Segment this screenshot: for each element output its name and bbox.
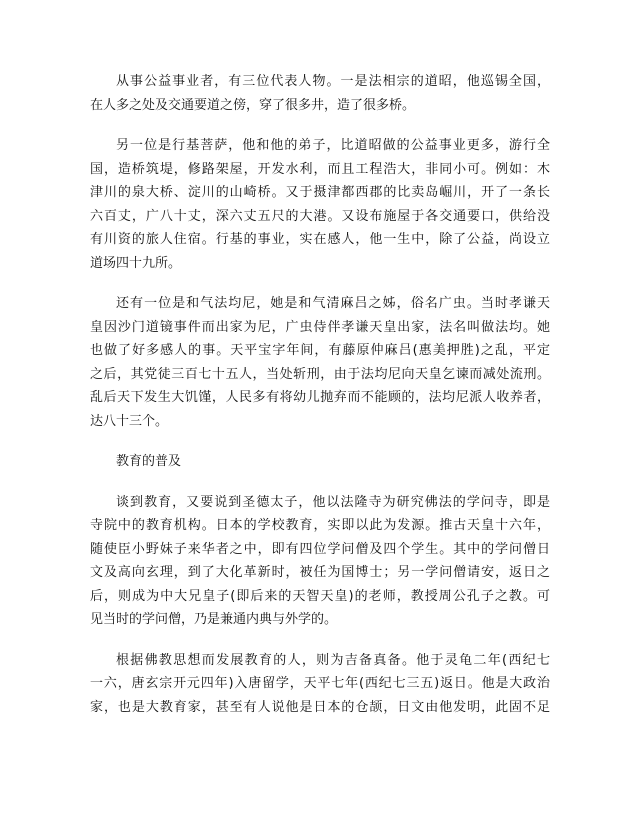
text-line: 达八十三个。 xyxy=(90,413,169,429)
text-line: 乱后天下发生大饥馑，人民多有将幼儿抛弃而不能顾的，法均尼派人收养者， xyxy=(90,390,550,405)
text-line: 从事公益事业者，有三位代表人物。一是法相宗的道昭，他巡锡全国， xyxy=(116,74,550,89)
text-line: 国，造桥筑堤，修路架屋，开发水利，而且工程浩大，非同小可。例如：木 xyxy=(90,161,550,177)
text-line: 另一位是行基菩萨，他和他的弟子，比道昭做的公益事业更多，游行全 xyxy=(116,138,550,153)
text-line: 之后，其党徒三百七十五人，当处斩刑，由于法均尼向天皇乞谏而减处流刑。 xyxy=(90,366,550,382)
text-line: 根据佛教思想而发展教育的人，则为吉备真备。他于灵龟二年(西纪七 xyxy=(116,652,550,668)
paragraph-4 xyxy=(90,491,550,632)
text-line: 家，也是大教育家，甚至有人说他是日本的仓颉，日文由他发明，此固不足 xyxy=(90,699,550,715)
text-line: 皇因沙门道镜事件而出家为尼，广虫侍伴孝谦天皇出家，法名叫做法均。她 xyxy=(90,319,550,335)
text-line: 有川资的旅人住宿。行基的事业，实在感人，他一生中，除了公益，尚设立 xyxy=(90,232,550,247)
text-line: 随使臣小野妹子来华者之中，即有四位学问僧及四个学生。其中的学问僧日 xyxy=(90,541,550,557)
section-heading: 教育的普及 xyxy=(116,454,182,469)
document-body xyxy=(90,70,550,736)
text-line: 六百丈，广八十丈，深六丈五尺的大港。又设布施屋于各交通要口，供给没 xyxy=(90,208,550,224)
paragraph-3 xyxy=(90,292,550,433)
text-line: 还有一位是和气法均尼，她是和气清麻吕之姊，俗名广虫。当时孝谦天 xyxy=(116,296,550,311)
paragraph-2 xyxy=(90,134,550,275)
paragraph-1 xyxy=(90,70,550,117)
text-line: 文及高向玄理，到了大化革新时，被任为国博士；另一学问僧请安，返日之 xyxy=(90,565,550,580)
text-line: 见当时的学问僧，乃是兼通内典与外学的。 xyxy=(90,612,338,627)
text-line: 一六，唐玄宗开元四年)入唐留学，天平七年(西纪七三五)返日。他是大政治 xyxy=(90,676,550,691)
text-line: 津川的泉大桥、淀川的山崎桥。又于摄津都西郡的比卖岛崛川，开了一条长 xyxy=(90,185,550,200)
text-line: 道场四十九所。 xyxy=(90,255,182,271)
text-line: 谈到教育，又要说到圣德太子，他以法隆寺为研究佛法的学问寺，即是 xyxy=(116,494,550,510)
paragraph-5 xyxy=(90,649,550,720)
text-line: 也做了好多感人的事。天平宝字年间，有藤原仲麻吕(惠美押胜)之乱，平定 xyxy=(90,343,550,358)
text-line: 寺院中的教育机构。日本的学校教育，实即以此为发源。推古天皇十六年， xyxy=(90,518,550,533)
text-line: 后，则成为中大兄皇子(即后来的天智天皇)的老师，教授周公孔子之教。可 xyxy=(90,588,550,604)
text-line: 在人多之处及交通要道之傍，穿了很多井，造了很多桥。 xyxy=(90,97,416,113)
